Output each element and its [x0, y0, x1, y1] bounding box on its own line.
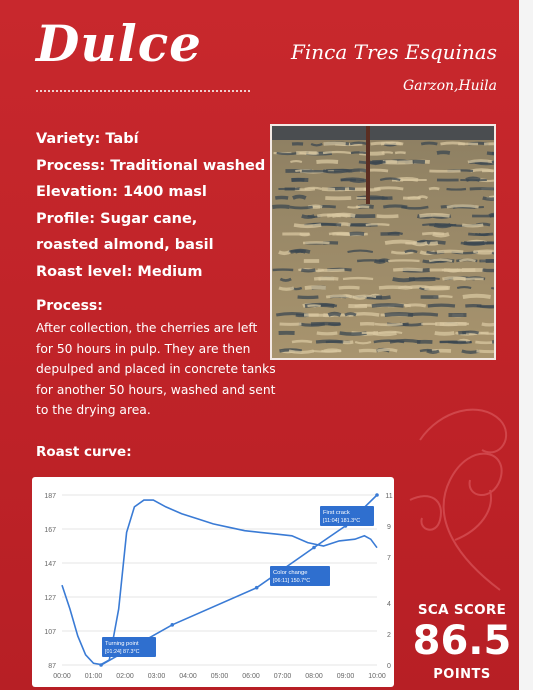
- roast-curve-svg: [32, 477, 394, 687]
- y-left-tick-label: 107: [44, 629, 56, 636]
- y-left-tick-label: 187: [44, 493, 56, 500]
- callout-value: [01:24] 87.3°C: [105, 649, 140, 655]
- fact-roast-level: Roast level: Medium: [36, 263, 203, 280]
- fact-process: Process: Traditional washed: [36, 157, 266, 174]
- y-right-tick-label: 9: [387, 523, 391, 531]
- fact-variety: Variety: Tabí: [36, 131, 139, 147]
- ror-point: [312, 546, 316, 550]
- x-tick-label: 07:00: [273, 673, 292, 680]
- sca-points-label: POINTS: [433, 667, 491, 682]
- drying-bed-photo: [270, 124, 496, 360]
- y-right-tick-label: 11: [385, 493, 393, 500]
- title-divider: [36, 90, 250, 92]
- fact-profile-cont: roasted almond, basil: [36, 237, 214, 253]
- page-edge: [519, 0, 533, 690]
- x-tick-label: 10:00: [368, 673, 386, 680]
- fact-profile: Profile: Sugar cane,: [36, 210, 198, 227]
- y-right-tick-label: 7: [387, 554, 391, 562]
- x-tick-label: 02:00: [116, 673, 134, 680]
- callout-label: Color change: [273, 570, 308, 576]
- x-tick-label: 09:00: [336, 673, 355, 680]
- callout-label: First crack: [323, 510, 350, 516]
- x-tick-label: 03:00: [147, 673, 166, 680]
- coffee-facts: [36, 126, 265, 285]
- y-left-tick-label: 147: [44, 561, 56, 568]
- x-tick-label: 06:00: [242, 673, 260, 680]
- y-left-tick-label: 87: [48, 663, 56, 670]
- sca-score-label: SCA SCORE: [417, 602, 507, 618]
- y-right-tick-label: 2: [387, 632, 391, 640]
- callout-value: [06:11] 150.7°C: [273, 578, 311, 584]
- farm-location: Garzon,Huila: [402, 78, 497, 94]
- roast-curve-heading: Roast curve:: [36, 444, 132, 460]
- callout-value: [11:04] 181.3°C: [323, 518, 361, 524]
- roast-curve-chart: [32, 477, 394, 687]
- x-tick-label: 08:00: [305, 673, 323, 680]
- ror-point: [375, 493, 379, 497]
- y-right-tick-label: 0: [387, 663, 391, 670]
- fact-elevation: Elevation: 1400 masl: [36, 184, 207, 200]
- y-left-tick-label: 127: [44, 595, 56, 602]
- ror-point: [99, 663, 103, 667]
- y-left-tick-label: 167: [44, 527, 56, 534]
- ror-point: [255, 586, 259, 590]
- callout-label: Turning point: [105, 641, 139, 647]
- ror-point: [170, 623, 174, 627]
- process-heading: Process:: [36, 298, 103, 314]
- sca-score-value: 86.5: [412, 618, 512, 664]
- process-description: After collection, the cherries are left for 50 hours in pulp. They are then depulped and placed in concrete tanks for another 50 hours, washed and sent to the drying area.: [36, 321, 276, 417]
- decorative-swirl: [400, 380, 520, 600]
- y-right-tick-label: 4: [387, 601, 391, 609]
- coffee-title: Dulce: [36, 14, 202, 73]
- x-tick-label: 04:00: [179, 673, 197, 680]
- x-tick-label: 00:00: [53, 673, 71, 680]
- farm-name: Finca Tres Esquinas: [290, 40, 497, 64]
- x-tick-label: 01:00: [84, 673, 103, 680]
- x-tick-label: 05:00: [210, 673, 229, 680]
